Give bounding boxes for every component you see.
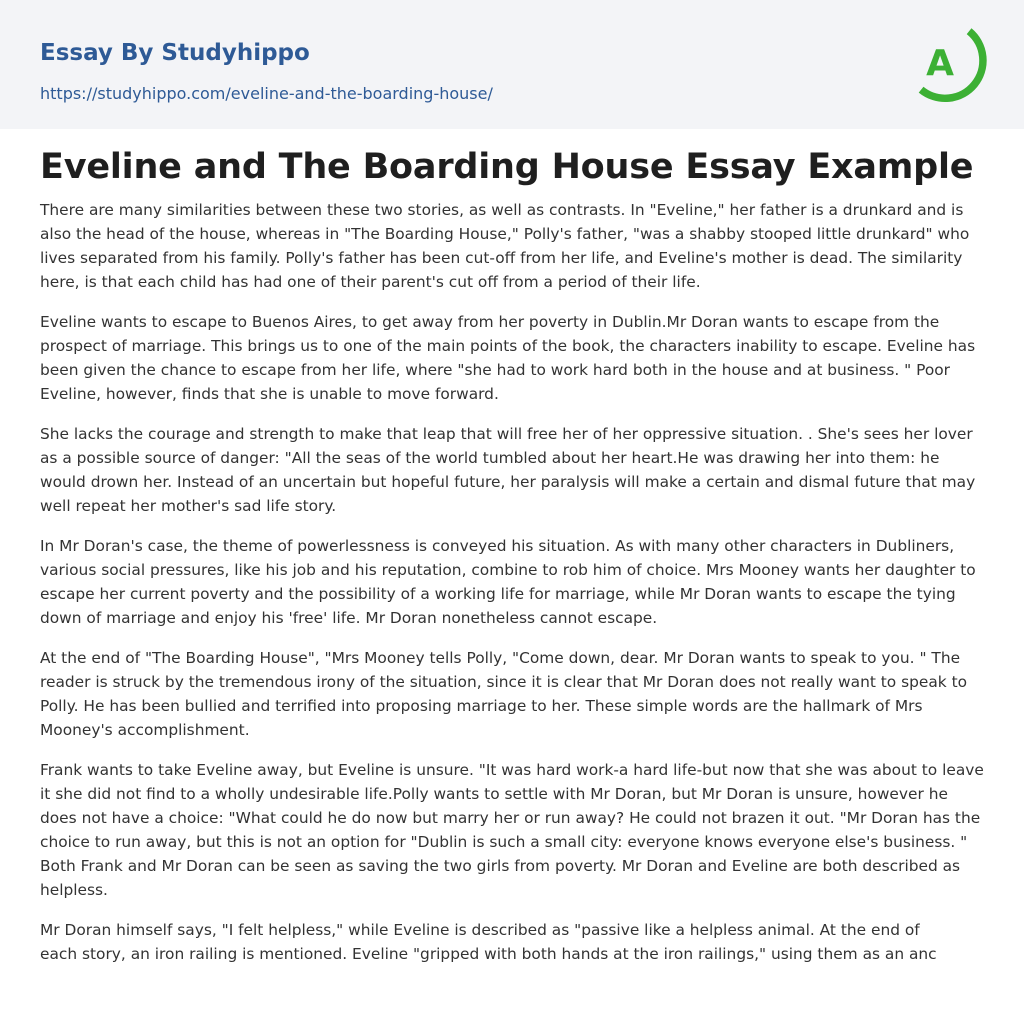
site-brand[interactable]: Essay By Studyhippo: [40, 40, 310, 66]
paragraph-1: There are many similarities between these two stories, as well as contrasts. In "Eveline," her father is a drunkard and is also the head of the house, whereas in "The Boarding House," Polly's father, "was a shabby stooped little drunkard" who lives separated from his family. Polly's father has been cut-off from her life, and Eveline's mother is dead. The similarity here, is that each child has had one of their parent's cut off from a period of their life.: [40, 201, 970, 291]
paragraph-7-line-1: Mr Doran himself says, "I felt helpless," while Eveline is described as "passive like a helpless animal. At the end of: [40, 921, 920, 939]
article-title: Eveline and The Boarding House Essay Example: [40, 147, 974, 187]
paragraph-6: Frank wants to take Eveline away, but Eveline is unsure. "It was hard work-a hard life-but now that she was about to leave it she did not find to a wholly undesirable life.Polly wants to settle with Mr Doran, but Mr Doran is unsure, however he does not have a choice: "What could he do now but marry her or run away? He could not brazen it out. "Mr Doran has the choice to run away, but this is not an option for "Dublin is such a small city: everyone knows everyone else's business. " Both Frank and Mr Doran can be seen as saving the two girls from poverty. Mr Doran and Eveline are both described as helpless.: [40, 761, 984, 899]
logo-letter: A: [926, 43, 954, 84]
paragraph-4: In Mr Doran's case, the theme of powerlessness is conveyed his situation. As with many other characters in Dubliners, various social pressures, like his job and his reputation, combine to rob him of choice. Mrs Mooney wants her daughter to escape her current poverty and the possibility of a working life for marriage, while Mr Doran wants to escape the tying down of marriage and enjoy his 'free' life. Mr Doran nonetheless cannot escape.: [40, 537, 976, 627]
paragraph-2: Eveline wants to escape to Buenos Aires, to get away from her poverty in Dublin.Mr Doran wants to escape from the prospect of marriage. This brings us to one of the main points of the book, the characters inability to escape. Eveline has been given the chance to escape from her life, where "she had to work hard both in the house and at business. " Poor Eveline, however, finds that she is unable to move forward.: [40, 313, 976, 403]
site-header: [0, 0, 1024, 129]
paragraph-3: She lacks the courage and strength to make that leap that will free her of her oppressive situation. . She's sees her lover as a possible source of danger: "All the seas of the world tumbled about her heart.He was drawing her into them: he would drown her. Instead of an uncertain but hopeful future, her paralysis will make a certain and dismal future that may well repeat her mother's sad life story.: [40, 425, 976, 515]
paragraph-7-line-2: each story, an iron railing is mentioned. Eveline "gripped with both hands at the iron railings," using them as an anc: [40, 945, 937, 963]
paragraph-7: [40, 918, 985, 966]
article-body: [40, 142, 985, 982]
article-url-link[interactable]: https://studyhippo.com/eveline-and-the-boarding-house/: [40, 84, 493, 103]
studyhippo-logo-icon[interactable]: [910, 18, 988, 106]
paragraph-5: At the end of "The Boarding House", "Mrs Mooney tells Polly, "Come down, dear. Mr Doran wants to speak to you. " The reader is struck by the tremendous irony of the situation, since it is clear that Mr Doran does not really want to speak to Polly. He has been bullied and terrified into proposing marriage to her. These simple words are the hallmark of Mrs Mooney's accomplishment.: [40, 649, 968, 739]
